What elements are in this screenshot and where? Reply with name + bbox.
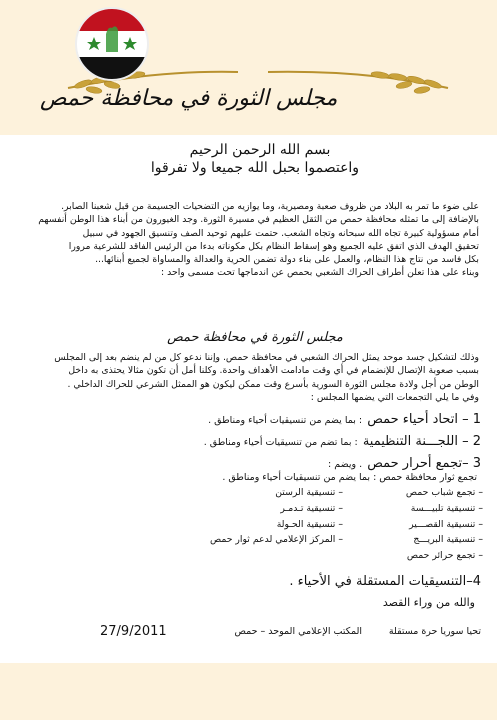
paragraph-line: الوطن من أجل ولادة مجلس الثورة السورية بأسرع وقت ممكن ليكون هو الممثل الشرعي للحراك الداخلي . bbox=[67, 378, 479, 390]
council-heading: مجلس الثورة في محافظة حمص bbox=[167, 330, 343, 345]
list-item bbox=[23, 503, 483, 519]
coordination-name: – تنسيقية البريـــج bbox=[413, 534, 483, 546]
footer-slogan: تحيا سوريا حرة مستقلة bbox=[388, 626, 481, 637]
purpose-paragraph bbox=[9, 351, 479, 404]
group-3-subtitle: تجمع ثوار محافظة حمص : بما يضم من تنسيقيات أحياء ومناطق . bbox=[222, 472, 477, 483]
paragraph-line: أمام مسؤولية كبيرة تجاه الله سبحانه وتجاه الشعب. حتمت عليهم توحيد الصف وتنسيق الجهود في سبيل bbox=[82, 227, 479, 239]
group-desc: : بما تضم من تنسيقيات أحياء ومناطق . bbox=[203, 437, 358, 448]
closing-phrase: والله من وراء القصد bbox=[382, 596, 475, 609]
paragraph-line: تحقيق الهدف الذي اتفق عليه الجميع وهو إسقاط النظام بكل مكوناته بدءا من الرئيس الفاقد للشرعية مرورا bbox=[68, 240, 479, 252]
coordination-name: – المركز الإعلامي لدعم ثوار حمص bbox=[209, 534, 343, 546]
coordination-name: – تنسيقية الحـولة bbox=[276, 518, 343, 530]
list-item bbox=[23, 550, 483, 566]
footer-office: المكتب الإعلامي الموحد – حمص bbox=[234, 626, 362, 637]
group-title: 2 – اللجـــنة التنظيمية bbox=[362, 434, 481, 449]
paragraph-line: وذلك لتشكيل جسد موحد يمثل الحراك الشعبي في محافظة حمص. وإننا ندعو كل من لم ينضم بعد إلى المجلس bbox=[54, 352, 479, 363]
coordination-name: – تنسيقية تـدمـر bbox=[280, 502, 343, 514]
coordination-name: – تنسيقية تلبيـــسة bbox=[410, 502, 483, 514]
paragraph-line: بكل فاسد من نتاج هذا النظام، والعمل على بناء دولة تضمن الحرية والعدالة والمساواة لجميع أبنائها... bbox=[95, 254, 479, 266]
coordinations-list bbox=[23, 487, 483, 566]
revolution-flag-logo-icon bbox=[72, 4, 152, 84]
list-item bbox=[23, 534, 483, 550]
footer-band bbox=[0, 663, 497, 720]
paragraph-line: وبناء على هذا تعلن أطراف الحراك الشعبي بحمص عن اندماجها تحت مسمى واحد : bbox=[161, 267, 479, 279]
group-1 bbox=[208, 408, 481, 427]
group-2 bbox=[204, 430, 481, 449]
group-title: 1 – اتحاد أحياء حمص bbox=[367, 412, 481, 427]
group-3 bbox=[328, 452, 481, 471]
group-4: 4–التنسيقيات المستقلة في الأحياء . bbox=[289, 574, 481, 589]
coordination-name: – تجمع شباب حمص bbox=[405, 487, 483, 498]
paragraph-line: بسبب صعوبة الإتصال للإنضمام في أي وقت مادامت الأهداف واحدة. وكلنا أمل أن تكون مثالا يحتذى به داخل bbox=[68, 365, 479, 377]
quran-verse: واعتصموا بحبل الله جميعا ولا تفرقوا bbox=[150, 160, 360, 176]
footer-date: 27/9/2011 bbox=[100, 624, 167, 639]
group-title: 3 –تجمع أحرار حمص bbox=[367, 456, 481, 471]
group-desc: : بما يضم من تنسيقيات أحياء ومناطق . bbox=[208, 415, 363, 426]
coordination-name: – تجمع حرائر حمص bbox=[406, 550, 483, 562]
paragraph-line: بالإضافة إلى ما تمثله محافظة حمص من الثقل العظيم في مسيرة الثورة. وجد الغيورون من أبناء هذا الوطن أنفسهم bbox=[38, 214, 479, 226]
intro-paragraph bbox=[9, 200, 479, 280]
group-desc: . ويضم : bbox=[328, 459, 363, 470]
list-item bbox=[23, 487, 483, 503]
basmala: بسم الله الرحمن الرحيم bbox=[189, 142, 331, 158]
coordination-name: – تنسيقية الرستن bbox=[275, 487, 343, 498]
council-name-title: مجلس الثورة في محافظة حمص bbox=[40, 86, 338, 111]
paragraph-line: على ضوء ما تمر به البلاد من ظروف صعبة ومصيرية، وما يوازيه من التضحيات الجسيمة من قبل شعبنا الصابر. bbox=[61, 201, 479, 212]
list-item bbox=[23, 519, 483, 535]
paragraph-line: وفي ما يلي التجمعات التي يضمها المجلس : bbox=[310, 391, 479, 403]
coordination-name: – تنسيقية القصـــير bbox=[409, 518, 483, 530]
